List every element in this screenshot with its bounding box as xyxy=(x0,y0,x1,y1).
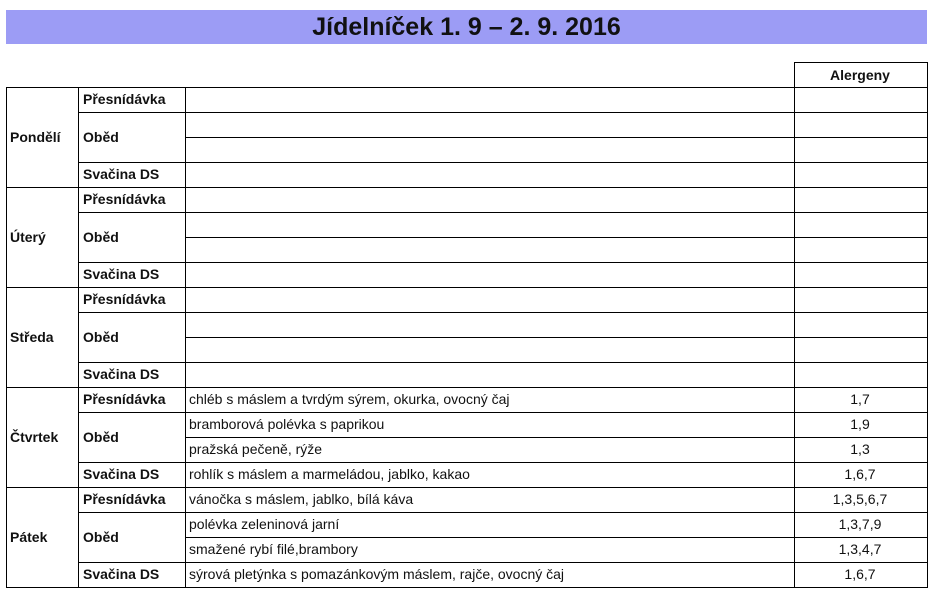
meal-label-lunch: Oběd xyxy=(83,429,119,445)
dish-snack-am: chléb s máslem a tvrdým sýrem, okurka, ovocný čaj xyxy=(189,391,510,407)
table-rule xyxy=(185,337,928,338)
dish-snack-am: vánočka s máslem, jablko, bílá káva xyxy=(189,491,414,507)
meal-label-snack-am: Přesnídávka xyxy=(83,291,166,307)
allergens-main: 1,3 xyxy=(850,441,870,457)
meal-label-snack-pm: Svačina DS xyxy=(83,266,160,282)
table-rule xyxy=(185,137,928,138)
table-rule xyxy=(185,537,928,538)
table-rule xyxy=(927,62,928,88)
day-name: Pátek xyxy=(10,529,48,545)
dish-snack-pm: rohlík s máslem a marmeládou, jablko, kakao xyxy=(189,466,470,482)
dish-soup: bramborová polévka s paprikou xyxy=(189,416,385,432)
dish-main: smažené rybí filé,brambory xyxy=(189,541,358,557)
allergens-snack-pm: 1,6,7 xyxy=(844,566,876,582)
table-rule xyxy=(78,162,928,163)
meal-label-lunch: Oběd xyxy=(83,229,119,245)
meal-label-snack-pm: Svačina DS xyxy=(83,166,160,182)
meal-label-snack-am: Přesnídávka xyxy=(83,91,166,107)
allergens-soup: 1,9 xyxy=(850,416,870,432)
dish-main: pražská pečeně, rýže xyxy=(189,441,323,457)
table-rule xyxy=(78,562,928,563)
table-rule xyxy=(78,312,928,313)
allergens-main: 1,3,4,7 xyxy=(838,541,882,557)
page-title: Jídelníček 1. 9 – 2. 9. 2016 xyxy=(6,10,927,44)
meal-label-snack-am: Přesnídávka xyxy=(83,391,166,407)
allergens-snack-am: 1,3,5,6,7 xyxy=(832,491,888,507)
table-rule xyxy=(78,262,928,263)
table-rule xyxy=(78,362,928,363)
allergens-soup: 1,3,7,9 xyxy=(838,516,882,532)
table-rule xyxy=(6,87,7,588)
table-rule xyxy=(185,437,928,438)
dish-snack-pm: sýrová pletýnka s pomazánkovým máslem, rajče, ovocný čaj xyxy=(189,566,565,582)
table-rule xyxy=(6,187,928,188)
table-rule xyxy=(185,237,928,238)
meal-label-lunch: Oběd xyxy=(83,129,119,145)
day-name: Úterý xyxy=(10,229,46,245)
table-rule xyxy=(78,212,928,213)
allergens-header: Alergeny xyxy=(830,67,890,83)
table-rule xyxy=(6,587,928,588)
meal-label-snack-pm: Svačina DS xyxy=(83,366,160,382)
meal-label-snack-am: Přesnídávka xyxy=(83,191,166,207)
meal-label-snack-am: Přesnídávka xyxy=(83,491,166,507)
allergens-snack-pm: 1,6,7 xyxy=(844,466,876,482)
meal-label-lunch: Oběd xyxy=(83,529,119,545)
day-name: Čtvrtek xyxy=(10,429,59,445)
table-rule xyxy=(78,512,928,513)
table-rule xyxy=(6,287,928,288)
day-name: Pondělí xyxy=(10,129,61,145)
table-rule xyxy=(794,62,928,63)
table-rule xyxy=(6,487,928,488)
day-name: Středa xyxy=(10,329,54,345)
meal-label-lunch: Oběd xyxy=(83,329,119,345)
allergens-snack-am: 1,7 xyxy=(850,391,870,407)
meal-label-snack-pm: Svačina DS xyxy=(83,566,160,582)
meal-label-snack-pm: Svačina DS xyxy=(83,466,160,482)
table-rule xyxy=(6,87,928,88)
table-rule xyxy=(6,387,928,388)
table-rule xyxy=(78,112,928,113)
dish-soup: polévka zeleninová jarní xyxy=(189,516,340,532)
table-rule xyxy=(78,412,928,413)
table-rule xyxy=(78,462,928,463)
